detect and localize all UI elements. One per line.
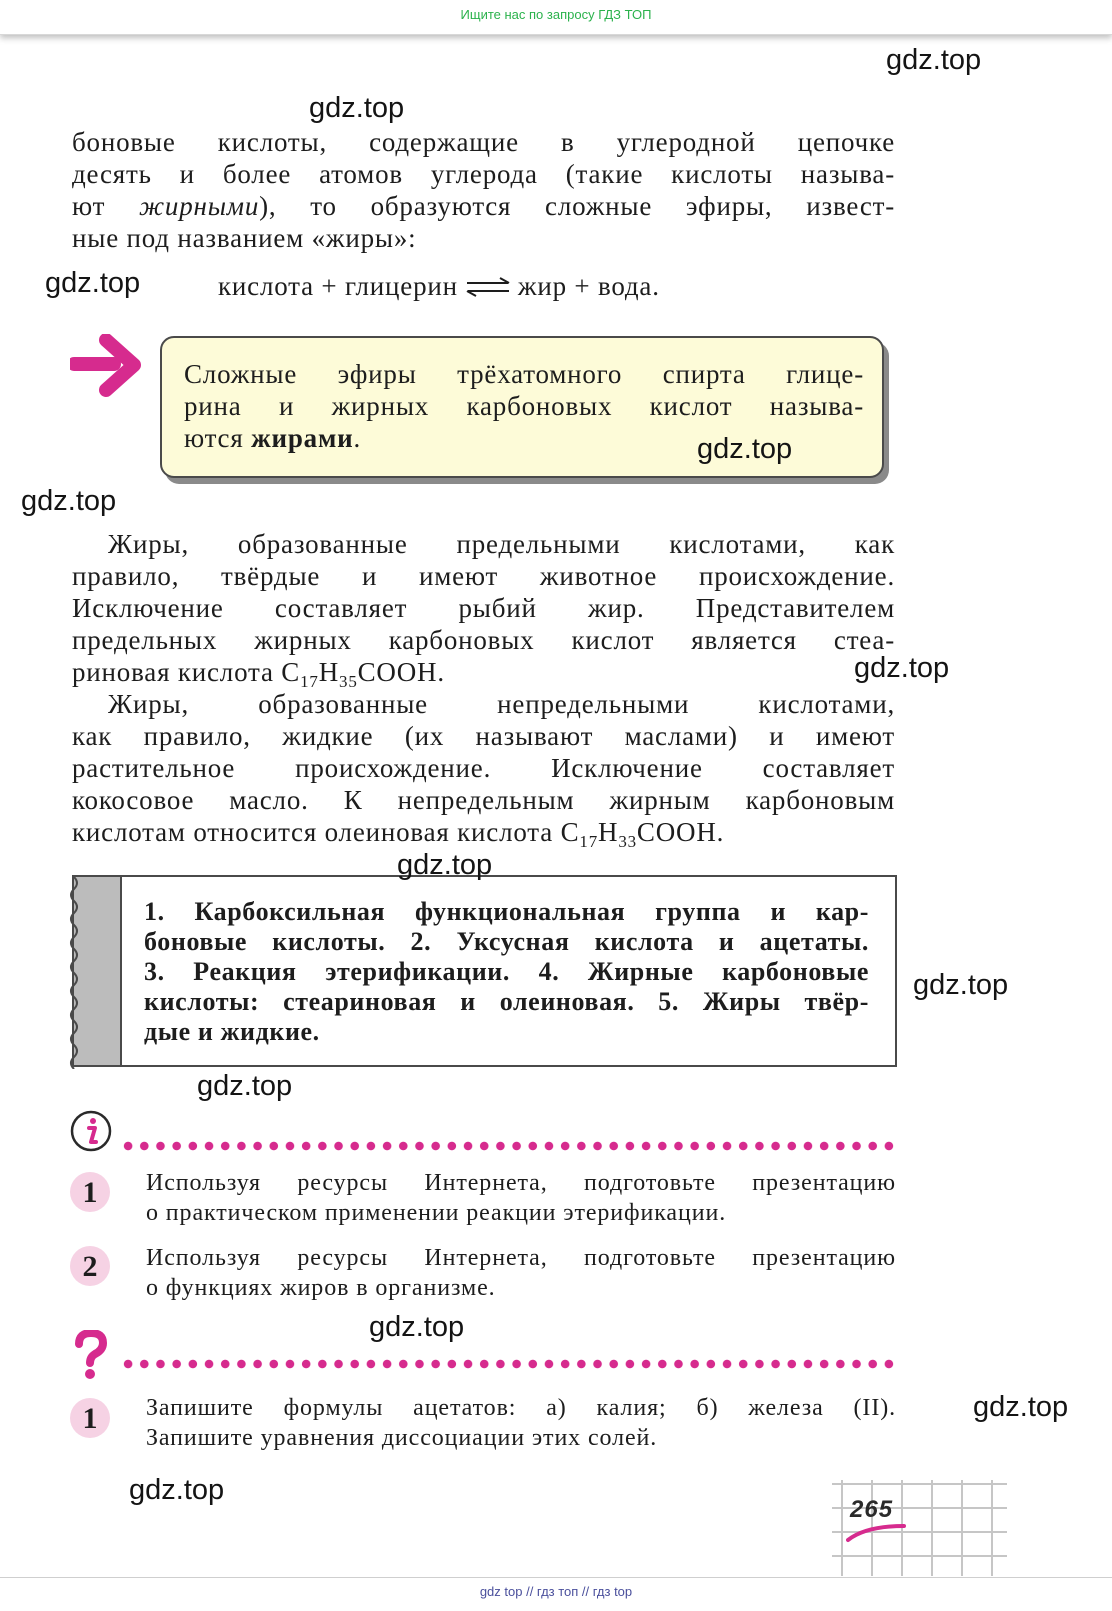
text-fragment: Жиры, образованные предельными кислотами, как bbox=[108, 529, 895, 559]
text-line: о практическом применении реакции этерификации. bbox=[146, 1200, 727, 1226]
watermark: gdz.top bbox=[309, 92, 405, 124]
text-fragment: кислотам относится олеиновая кислота C bbox=[72, 817, 580, 847]
text-line: 3. Реакция этерификации. 4. Жирные карбоновые bbox=[144, 957, 869, 986]
dotted-divider bbox=[120, 1359, 898, 1369]
watermark: gdz.top bbox=[886, 44, 982, 76]
text-line: кислоты: стеариновая и олеиновая. 5. Жиры твёр- bbox=[144, 987, 869, 1016]
subscript: 17 bbox=[579, 832, 598, 851]
watermark: gdz.top bbox=[21, 485, 117, 517]
text-line bbox=[72, 190, 895, 222]
text-line: предельных жирных карбоновых кислот является стеа- bbox=[72, 625, 895, 655]
question-mark-icon bbox=[74, 1330, 108, 1384]
paragraph-solid-fats bbox=[72, 528, 895, 691]
subscript: 33 bbox=[618, 832, 637, 851]
text-line: боновые кислоты, содержащие в углеродной цепочке bbox=[72, 127, 895, 157]
paragraph-liquid-fats bbox=[72, 688, 895, 851]
top-banner-text: Ищите нас по запросу ГДЗ ТОП bbox=[460, 7, 652, 22]
text-line bbox=[72, 528, 895, 560]
text-fragment: COOH. bbox=[636, 817, 725, 847]
text-line bbox=[72, 656, 895, 691]
text-line: правило, твёрдые и имеют животное происхождение. bbox=[72, 561, 895, 591]
top-banner bbox=[0, 0, 1112, 35]
reaction-equation bbox=[218, 271, 660, 304]
text-line bbox=[72, 816, 895, 851]
subscript: 17 bbox=[300, 672, 319, 691]
watermark: gdz.top bbox=[397, 849, 493, 881]
footer-text: gdz top // гдз топ // гдз top bbox=[479, 1584, 633, 1599]
summary-text bbox=[144, 897, 869, 1047]
italic-term: жирными bbox=[139, 191, 260, 221]
dotted-divider bbox=[120, 1141, 898, 1151]
page-swoosh-icon bbox=[846, 1520, 906, 1544]
text-fragment: ), то образуются сложные эфиры, извест- bbox=[259, 191, 896, 221]
text-line bbox=[72, 688, 895, 720]
info-task bbox=[146, 1243, 896, 1303]
watermark: gdz.top bbox=[973, 1391, 1069, 1423]
watermark: gdz.top bbox=[697, 433, 793, 465]
summary-box bbox=[72, 875, 897, 1067]
text-fragment: Жиры, образованные непредельными кислотами, bbox=[108, 689, 895, 719]
watermark: gdz.top bbox=[129, 1474, 225, 1506]
watermark: gdz.top bbox=[369, 1311, 465, 1343]
question-task bbox=[146, 1393, 896, 1453]
footer-bar bbox=[0, 1577, 1112, 1611]
task-number-badge: 1 bbox=[70, 1398, 110, 1438]
text-line: о функциях жиров в организме. bbox=[146, 1275, 496, 1301]
text-line: дые и жидкие. bbox=[144, 1017, 320, 1046]
text-fragment: H bbox=[598, 817, 619, 847]
equation-right: жир + вода. bbox=[517, 271, 660, 301]
text-fragment: риновая кислота C bbox=[72, 657, 301, 687]
text-line: Запишите формулы ацетатов: а) калия; б) железа (II). bbox=[146, 1395, 896, 1421]
text-line: ные под названием «жиры»: bbox=[72, 223, 417, 253]
bold-term: жирами bbox=[251, 423, 354, 453]
info-task bbox=[146, 1168, 896, 1228]
text-fragment: COOH. bbox=[357, 657, 445, 687]
text-line: боновые кислоты. 2. Уксусная кислота и ацетаты. bbox=[144, 927, 869, 956]
info-icon bbox=[70, 1110, 112, 1156]
pink-arrow-icon bbox=[70, 334, 142, 402]
text-line: растительное происхождение. Исключение составляет bbox=[72, 753, 895, 783]
text-fragment: . bbox=[353, 423, 362, 453]
text-line: 1. Карбоксильная функциональная группа и кар- bbox=[144, 897, 869, 926]
text-line: Используя ресурсы Интернета, подготовьте презентацию bbox=[146, 1245, 896, 1271]
text-line: кокосовое масло. К непредельным жирным карбоновым bbox=[72, 785, 895, 815]
subscript: 35 bbox=[339, 672, 358, 691]
wavy-edge-icon bbox=[66, 877, 82, 1069]
watermark: gdz.top bbox=[913, 969, 1009, 1001]
text-line: Исключение составляет рыбий жир. Представителем bbox=[72, 593, 895, 623]
text-line: десять и более атомов углерода (такие кислоты называ- bbox=[72, 159, 895, 189]
equation-left: кислота + глицерин bbox=[218, 271, 458, 301]
text-fragment: ются bbox=[184, 423, 252, 453]
watermark: gdz.top bbox=[197, 1070, 293, 1102]
text-line: рина и жирных карбоновых кислот называ- bbox=[184, 391, 864, 421]
text-line: Используя ресурсы Интернета, подготовьте презентацию bbox=[146, 1170, 896, 1196]
watermark: gdz.top bbox=[45, 267, 141, 299]
watermark: gdz.top bbox=[854, 652, 950, 684]
text-fragment: ют bbox=[72, 191, 139, 221]
text-line: Сложные эфиры трёхатомного спирта глице- bbox=[184, 359, 864, 389]
page-number: 265 bbox=[850, 1496, 894, 1523]
text-line: Запишите уравнения диссоциации этих солей. bbox=[146, 1425, 658, 1451]
equilibrium-arrows-icon bbox=[464, 273, 512, 304]
task-number-badge: 1 bbox=[70, 1172, 110, 1212]
text-line: как правило, жидкие (их называют маслами) и имеют bbox=[72, 721, 895, 751]
text-fragment: H bbox=[318, 657, 340, 687]
intro-paragraph bbox=[72, 126, 895, 254]
task-number-badge: 2 bbox=[70, 1246, 110, 1286]
